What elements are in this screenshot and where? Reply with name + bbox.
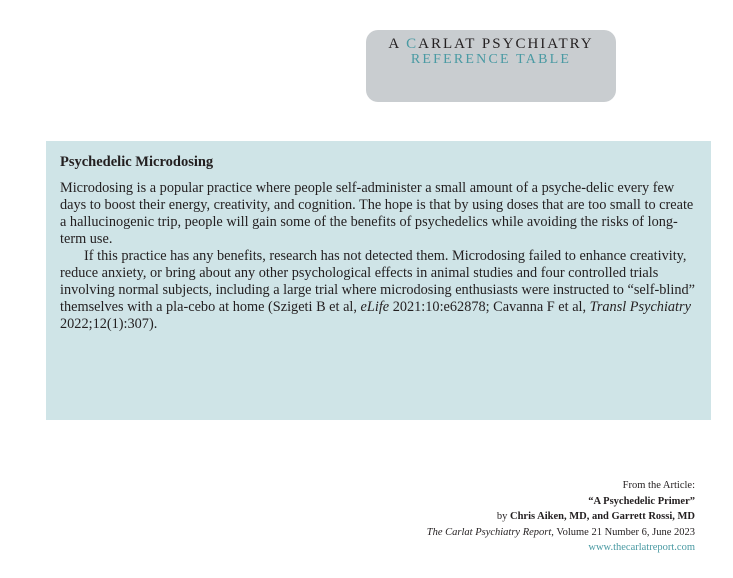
- citation-elife: eLife: [360, 299, 390, 315]
- footer-byline: [427, 509, 695, 525]
- paragraph-2-text-c: 2022;12(1):307).: [60, 316, 158, 332]
- banner-title: [366, 36, 616, 52]
- banner-title-c: C: [406, 36, 419, 52]
- paragraph-1: Microdosing is a popular practice where people self-administer a small amount of a psyche-delic every few days to boost their energy, creativity, and cognition. The hope is that by using doses that are too small to create a hallucinogenic trip, people will gain some of the benefits of psychedelics while avoiding the risks of long-term use.: [60, 180, 694, 247]
- footer-from: From the Article:: [622, 480, 695, 491]
- paragraph-2-text-a: If this practice has any benefits, research has not detected them. Microdosing failed to enhance creativity, reduce anxiety, or bring about any other psychological effects in animal studies and four controlled trials involving normal subjects, including a large trial where microdosing enthusiasts were instructed to “self-blind” themselves with a pla-cebo at home (Szigeti B et al,: [60, 248, 695, 315]
- paragraph-2: [60, 248, 697, 333]
- footer-by: by: [496, 511, 510, 523]
- footer-citation: [427, 525, 695, 541]
- footer-authors: Chris Aiken, MD, and Garrett Rossi, MD: [509, 511, 695, 523]
- article-footer: [427, 478, 695, 556]
- panel-title: Psychedelic Microdosing: [60, 154, 214, 170]
- paragraph-2-text-b: 2021:10:e62878; Cavanna F et al,: [389, 299, 590, 315]
- footer-article-title: “A Psychedelic Primer”: [588, 495, 695, 507]
- banner-title-rest: ARLAT PSYCHIATRY: [418, 36, 594, 52]
- banner-subtitle: REFERENCE TABLE: [410, 52, 572, 67]
- citation-journal: Transl Psychiatry: [589, 299, 691, 315]
- banner-title-a: A: [388, 36, 407, 52]
- panel-body: [60, 180, 697, 333]
- footer-journal: The Carlat Psychiatry Report: [426, 526, 552, 538]
- footer-issue: , Volume 21 Number 6, June 2023: [551, 526, 695, 538]
- reference-table-banner: [366, 30, 616, 102]
- footer-url-link[interactable]: www.thecarlatreport.com: [588, 542, 695, 554]
- microdosing-panel: [46, 141, 711, 420]
